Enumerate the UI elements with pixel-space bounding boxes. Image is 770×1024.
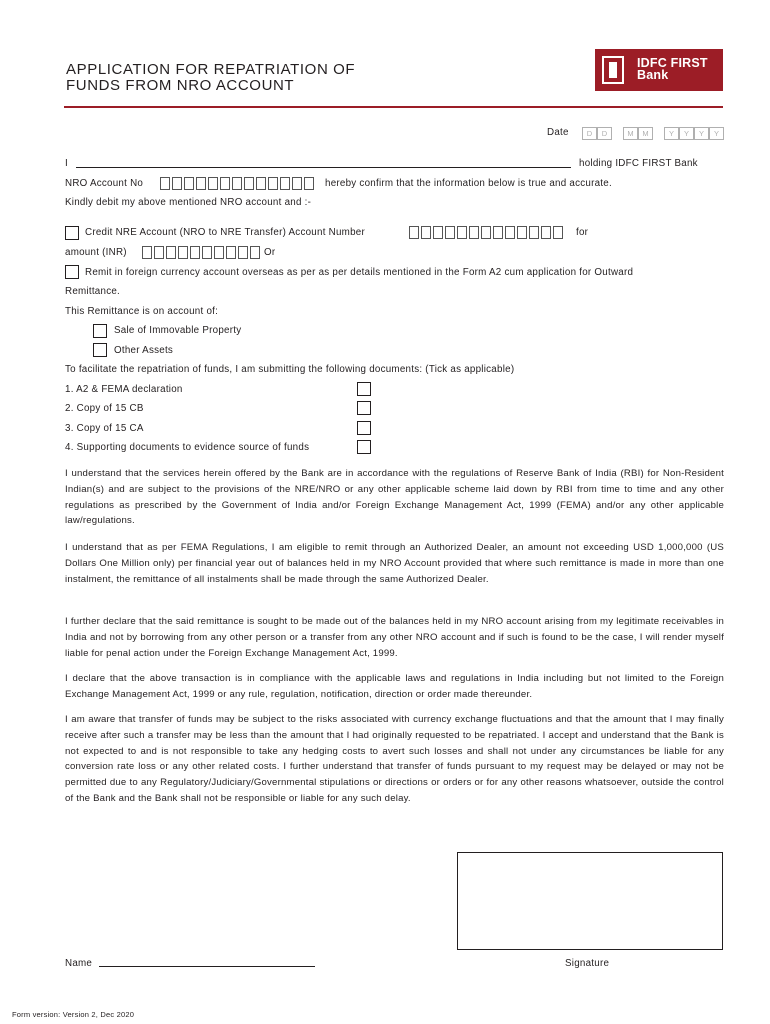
amount-digit-box[interactable]: [238, 246, 248, 259]
document-item-label: 2. Copy of 15 CB: [65, 403, 144, 414]
date-month-box[interactable]: M: [638, 127, 653, 140]
name-label: Name: [65, 958, 93, 969]
nre-digit-box[interactable]: [493, 226, 503, 239]
bank-logo-icon: [602, 56, 624, 84]
date-month-boxes[interactable]: [623, 127, 653, 140]
nro-digit-box[interactable]: [184, 177, 194, 190]
signature-label: Signature: [565, 958, 610, 969]
date-year-box[interactable]: Y: [709, 127, 724, 140]
title-line-2: FUNDS FROM NRO ACCOUNT: [66, 77, 295, 94]
declaration-paragraph: I further declare that the said remittance is sought to be made out of the balances held in my NRO account arising from my legitimate receivables in India and not by borrowing from any other person or a transfer from any other NRO account and if such is found to be the case, I will render myself liable for penal action under the Foreign Exchange Management Act, 1999.: [65, 616, 724, 659]
documents-intro: To facilitate the repatriation of funds, I am submitting the following documents: (Tick as applicable): [65, 364, 515, 375]
logo-text: [637, 57, 708, 81]
nre-digit-box[interactable]: [529, 226, 539, 239]
amount-digit-box[interactable]: [178, 246, 188, 259]
idfc-first-bank-logo: [595, 49, 723, 91]
nro-digit-box[interactable]: [256, 177, 266, 190]
nre-digit-box[interactable]: [469, 226, 479, 239]
amount-digit-box[interactable]: [214, 246, 224, 259]
nre-digit-box[interactable]: [481, 226, 491, 239]
date-day-box[interactable]: D: [597, 127, 612, 140]
for-label: for: [576, 227, 589, 238]
date-month-box[interactable]: M: [623, 127, 638, 140]
other-assets-checkbox[interactable]: [93, 343, 107, 357]
nre-digit-box[interactable]: [421, 226, 431, 239]
sale-property-checkbox[interactable]: [93, 324, 107, 338]
amount-digit-box[interactable]: [202, 246, 212, 259]
date-year-box[interactable]: Y: [694, 127, 709, 140]
amount-digit-box[interactable]: [190, 246, 200, 259]
credit-nre-checkbox[interactable]: [65, 226, 79, 240]
document-item-label: 1. A2 & FEMA declaration: [65, 384, 183, 395]
nro-digit-box[interactable]: [172, 177, 182, 190]
declaration-paragraph: I understand that the services herein offered by the Bank are in accordance with the regulations of Reserve Bank of India (RBI) for Non-Resident Indian(s) and are subject to the provisions of the NRE/NRO or any other applicable scheme laid down by RBI from time to time and any other regulations as prescribed by the Government of India and/or Foreign Exchange Management Act, 1999 (FEMA) and/or any other applicable law/regulations.: [65, 468, 724, 527]
header-divider: [64, 106, 723, 108]
nro-digit-box[interactable]: [292, 177, 302, 190]
sale-property-label: Sale of Immovable Property: [114, 325, 242, 336]
signature-box[interactable]: [457, 852, 723, 950]
nro-account-label: NRO Account No: [65, 178, 144, 189]
nro-digit-box[interactable]: [208, 177, 218, 190]
or-label: Or: [264, 247, 276, 258]
other-assets-label: Other Assets: [114, 345, 174, 356]
credit-nre-label: Credit NRE Account (NRO to NRE Transfer) Account Number: [85, 227, 365, 238]
amount-digit-box[interactable]: [154, 246, 164, 259]
a2-fema-checkbox[interactable]: [357, 382, 371, 396]
applicant-name-field[interactable]: [76, 167, 571, 168]
nre-digit-box[interactable]: [541, 226, 551, 239]
form-15ca-checkbox[interactable]: [357, 421, 371, 435]
remit-foreign-checkbox[interactable]: [65, 265, 79, 279]
amount-inr-field[interactable]: [142, 246, 262, 259]
nro-digit-box[interactable]: [196, 177, 206, 190]
document-item-label: 4. Supporting documents to evidence source of funds: [65, 442, 310, 453]
logo-line-1: IDFC FIRST: [637, 56, 708, 70]
supporting-docs-checkbox[interactable]: [357, 440, 371, 454]
remit-foreign-label: Remit in foreign currency account overseas as per as per details mentioned in the Form A2 cum application for Outward: [85, 267, 634, 278]
name-field[interactable]: [99, 966, 315, 967]
amount-digit-box[interactable]: [166, 246, 176, 259]
amount-digit-box[interactable]: [226, 246, 236, 259]
nro-account-number-field[interactable]: [160, 177, 316, 190]
confirm-text: hereby confirm that the information below is true and accurate.: [325, 178, 612, 189]
date-day-boxes[interactable]: [582, 127, 612, 140]
nro-digit-box[interactable]: [304, 177, 314, 190]
amount-digit-box[interactable]: [250, 246, 260, 259]
nre-digit-box[interactable]: [445, 226, 455, 239]
nre-digit-box[interactable]: [433, 226, 443, 239]
page-title: [66, 62, 355, 94]
date-year-box[interactable]: Y: [664, 127, 679, 140]
form-version: Form version: Version 2, Dec 2020: [12, 1010, 135, 1019]
nre-digit-box[interactable]: [517, 226, 527, 239]
nro-digit-box[interactable]: [268, 177, 278, 190]
title-line-1: APPLICATION FOR REPATRIATION OF: [66, 61, 356, 78]
date-day-box[interactable]: D: [582, 127, 597, 140]
date-year-box[interactable]: Y: [679, 127, 694, 140]
date-label: Date: [547, 127, 569, 138]
nro-digit-box[interactable]: [280, 177, 290, 190]
declaration-paragraph: I understand that as per FEMA Regulations, I am eligible to remit through an Authorized Dealer, an amount not exceeding USD 1,000,000 (US Dollars One Million only) per financial year out of balances held in my NRO Account provided that where such remittance is made in more than one instalment, the remittance of all instalments shall be made through the same Authorized Dealer.: [65, 542, 724, 585]
amount-digit-box[interactable]: [142, 246, 152, 259]
holding-text: holding IDFC FIRST Bank: [579, 158, 698, 169]
nre-digit-box[interactable]: [505, 226, 515, 239]
form-15cb-checkbox[interactable]: [357, 401, 371, 415]
kindly-debit-text: Kindly debit my above mentioned NRO account and :-: [65, 197, 312, 208]
nro-digit-box[interactable]: [220, 177, 230, 190]
date-year-boxes[interactable]: [664, 127, 724, 140]
remit-foreign-label-cont: Remittance.: [65, 286, 121, 297]
nre-account-number-field[interactable]: [409, 226, 565, 239]
declaration-paragraph: I am aware that transfer of funds may be subject to the risks associated with currency exchange fluctuations and that the amount that I may finally receive after such a transfer may be less than the amount that I had originally requested to be repatriated. I accept and understand that the Bank is not expected to and is not responsible to take any hedging costs to avert such losses and shall not under any circumstances be liable for any conversion rate loss or any other related costs. I further understand that transfer of funds pursuant to my request may be delayed or may not be permitted due to any Regulatory/Judiciary/Governmental stipulations or directions or orders or for any other reasons whatsoever, outside the control of the Bank and the Bank shall not be responsible or liable for any such delay.: [65, 714, 724, 804]
document-item-label: 3. Copy of 15 CA: [65, 423, 144, 434]
nro-digit-box[interactable]: [232, 177, 242, 190]
on-account-label: This Remittance is on account of:: [65, 306, 219, 317]
logo-line-2: Bank: [637, 68, 669, 82]
applicant-i-label: I: [65, 158, 68, 169]
nre-digit-box[interactable]: [409, 226, 419, 239]
nro-digit-box[interactable]: [244, 177, 254, 190]
nro-digit-box[interactable]: [160, 177, 170, 190]
nre-digit-box[interactable]: [553, 226, 563, 239]
amount-label: amount (INR): [65, 247, 127, 258]
declaration-paragraph: I declare that the above transaction is in compliance with the applicable laws and regulations in India including but not limited to the Foreign Exchange Management Act, 1999 or any rule, regulation, notification, direction or order made thereunder.: [65, 673, 724, 700]
nre-digit-box[interactable]: [457, 226, 467, 239]
